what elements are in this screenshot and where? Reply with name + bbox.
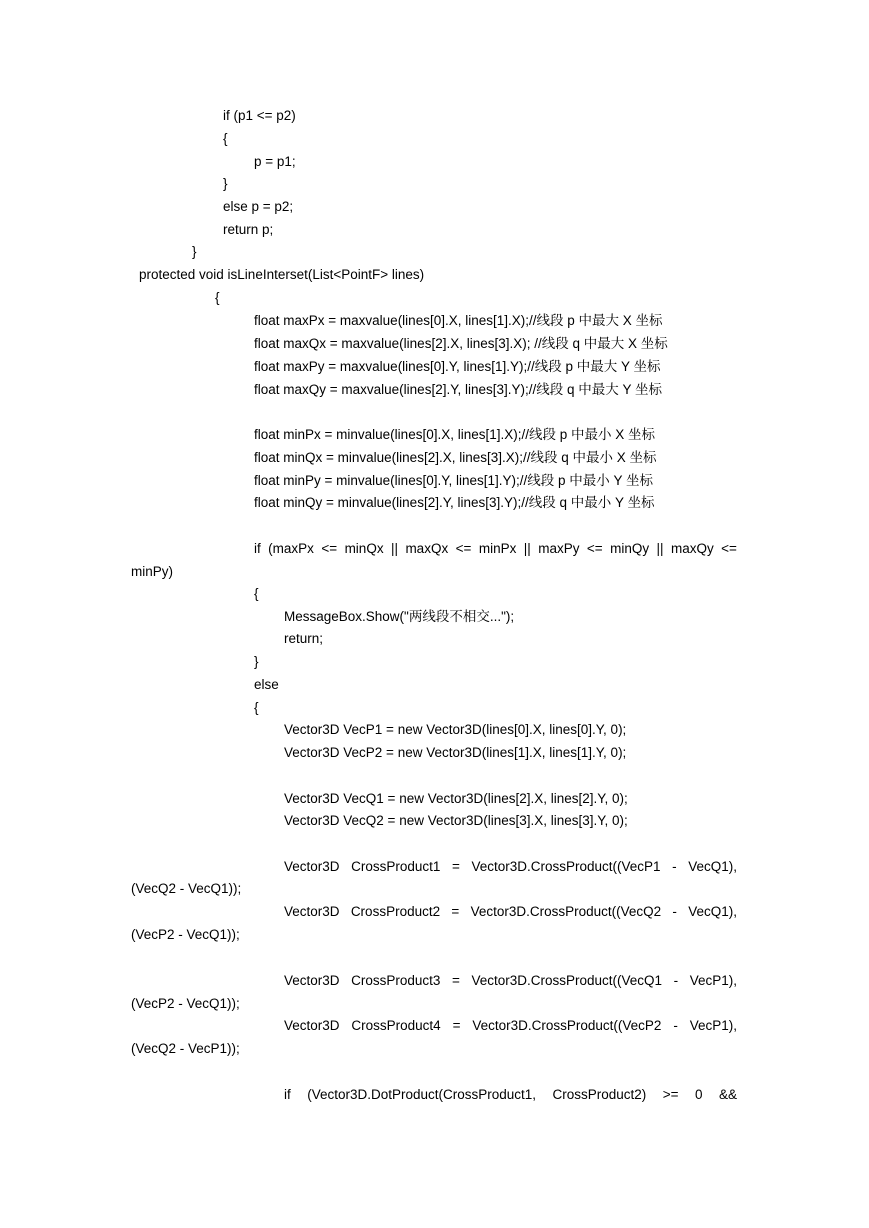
code-line: (VecP2 - VecQ1)); — [131, 996, 240, 1011]
code-line: float maxPx = maxvalue(lines[0].X, lines[1].X);//线段 p 中最大 X 坐标 — [254, 313, 663, 328]
code-line: Vector3D VecQ1 = new Vector3D(lines[2].X, lines[2].Y, 0); — [284, 791, 628, 806]
code-line: Vector3D VecP2 = new Vector3D(lines[1].X, lines[1].Y, 0); — [284, 745, 627, 760]
code-line-justified: Vector3D CrossProduct3 = Vector3D.CrossProduct((VecQ1 - VecP1), — [284, 973, 737, 988]
code-line: { — [254, 586, 259, 601]
code-line: (VecQ2 - VecP1)); — [131, 1041, 240, 1056]
code-line: return; — [284, 631, 324, 646]
code-line: (VecP2 - VecQ1)); — [131, 927, 240, 942]
method-signature: protected void isLineInterset(List<PointF> lines) — [139, 267, 425, 282]
code-line: float minQx = minvalue(lines[2].X, lines[3].X);//线段 q 中最小 X 坐标 — [254, 450, 657, 465]
code-line: { — [254, 700, 259, 715]
code-line: if (p1 <= p2) — [223, 108, 296, 123]
code-line: } — [192, 244, 197, 259]
code-line: minPy) — [131, 564, 174, 579]
code-line: float minQy = minvalue(lines[2].Y, lines[3].Y);//线段 q 中最小 Y 坐标 — [254, 495, 655, 510]
code-line: } — [223, 176, 228, 191]
code-line-justified: if (Vector3D.DotProduct(CrossProduct1, CrossProduct2) >= 0 && — [284, 1087, 737, 1102]
code-line: Vector3D VecQ2 = new Vector3D(lines[3].X, lines[3].Y, 0); — [284, 813, 628, 828]
code-line: float minPy = minvalue(lines[0].Y, lines[1].Y);//线段 p 中最小 Y 坐标 — [254, 473, 654, 488]
code-line: Vector3D VecP1 = new Vector3D(lines[0].X, lines[0].Y, 0); — [284, 722, 627, 737]
code-line: } — [254, 654, 259, 669]
code-line: float minPx = minvalue(lines[0].X, lines[1].X);//线段 p 中最小 X 坐标 — [254, 427, 656, 442]
code-line-justified: Vector3D CrossProduct4 = Vector3D.CrossProduct((VecP2 - VecP1), — [284, 1018, 737, 1033]
code-line: float maxQx = maxvalue(lines[2].X, lines[3].X); //线段 q 中最大 X 坐标 — [254, 336, 668, 351]
code-line-justified: Vector3D CrossProduct1 = Vector3D.CrossProduct((VecP1 - VecQ1), — [284, 859, 737, 874]
code-line-justified: if (maxPx <= minQx || maxQx <= minPx || maxPy <= minQy || maxQy <= — [254, 541, 737, 556]
code-line-justified: Vector3D CrossProduct2 = Vector3D.CrossProduct((VecQ2 - VecQ1), — [284, 904, 737, 919]
code-line: else p = p2; — [223, 199, 294, 214]
code-line: MessageBox.Show("两线段不相交..."); — [284, 609, 515, 624]
code-line: float maxPy = maxvalue(lines[0].Y, lines[1].Y);//线段 p 中最大 Y 坐标 — [254, 359, 661, 374]
code-line: return p; — [223, 222, 274, 237]
code-line: float maxQy = maxvalue(lines[2].Y, lines[3].Y);//线段 q 中最大 Y 坐标 — [254, 382, 663, 397]
code-line: else — [254, 677, 279, 692]
code-line: p = p1; — [254, 154, 296, 169]
code-line: { — [223, 131, 228, 146]
code-line: { — [215, 290, 220, 305]
code-line: (VecQ2 - VecQ1)); — [131, 881, 242, 896]
